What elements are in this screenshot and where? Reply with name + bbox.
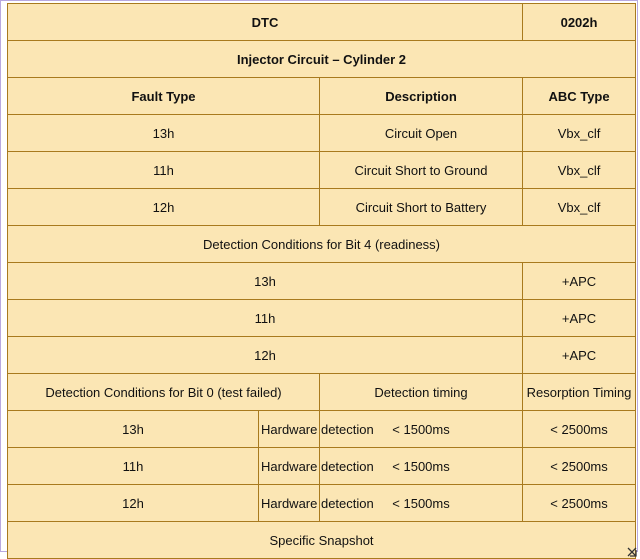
bit4-fault-cell: 12h [8,337,523,374]
fault-header-row [8,78,636,115]
dtc-code: 0202h [523,4,636,41]
bit4-row [8,300,636,337]
bit0-row [8,448,636,485]
bit4-condition-cell: +APC [523,337,636,374]
col-header-resorption-timing: Resorption Timing [523,374,636,411]
description-cell: Circuit Short to Battery [320,189,523,226]
bit0-row [8,411,636,448]
bit0-fault-cell: 11h [8,448,259,485]
col-header-abc-type: ABC Type [523,78,636,115]
bit4-fault-cell: 11h [8,300,523,337]
fault-type-cell: 12h [8,189,320,226]
col-header-detection-timing: Detection timing [320,374,523,411]
bit4-condition-cell: +APC [523,263,636,300]
dtc-header-row [8,4,636,41]
bit0-fault-cell: 12h [8,485,259,522]
bit4-condition-cell: +APC [523,300,636,337]
bit0-header-row [8,374,636,411]
description-cell: Circuit Short to Ground [320,152,523,189]
bit4-heading-row [8,226,636,263]
col-header-fault-type: Fault Type [8,78,320,115]
bit0-row [8,485,636,522]
abc-type-cell: Vbx_clf [523,189,636,226]
bit0-heading: Detection Conditions for Bit 0 (test failed) [8,374,320,411]
bit0-detection-timing-cell: < 1500ms [320,448,523,485]
bit0-resorption-timing-cell: < 2500ms [523,485,636,522]
bit0-fault-cell: 13h [8,411,259,448]
bit4-row [8,263,636,300]
description-cell: Circuit Open [320,115,523,152]
bit0-detection-timing-cell: < 1500ms [320,485,523,522]
fault-type-cell: 13h [8,115,320,152]
title-row [8,41,636,78]
bit4-fault-cell: 13h [8,263,523,300]
fault-row [8,152,636,189]
dtc-table [7,3,636,559]
bit0-detection-cell: Hardware detection [259,411,320,448]
resize-handle-icon[interactable] [626,546,638,558]
bit0-detection-cell: Hardware detection [259,448,320,485]
fault-row [8,189,636,226]
bit0-detection-timing-cell: < 1500ms [320,411,523,448]
bit0-detection-cell: Hardware detection [259,485,320,522]
bit4-row [8,337,636,374]
bit0-resorption-timing-cell: < 2500ms [523,411,636,448]
col-header-description: Description [320,78,523,115]
bit4-heading: Detection Conditions for Bit 4 (readiness) [8,226,636,263]
abc-type-cell: Vbx_clf [523,152,636,189]
dtc-label: DTC [8,4,523,41]
fault-type-cell: 11h [8,152,320,189]
table-title: Injector Circuit – Cylinder 2 [8,41,636,78]
abc-type-cell: Vbx_clf [523,115,636,152]
bit0-resorption-timing-cell: < 2500ms [523,448,636,485]
specific-snapshot: Specific Snapshot [8,522,636,559]
fault-row [8,115,636,152]
footer-row [8,522,636,559]
